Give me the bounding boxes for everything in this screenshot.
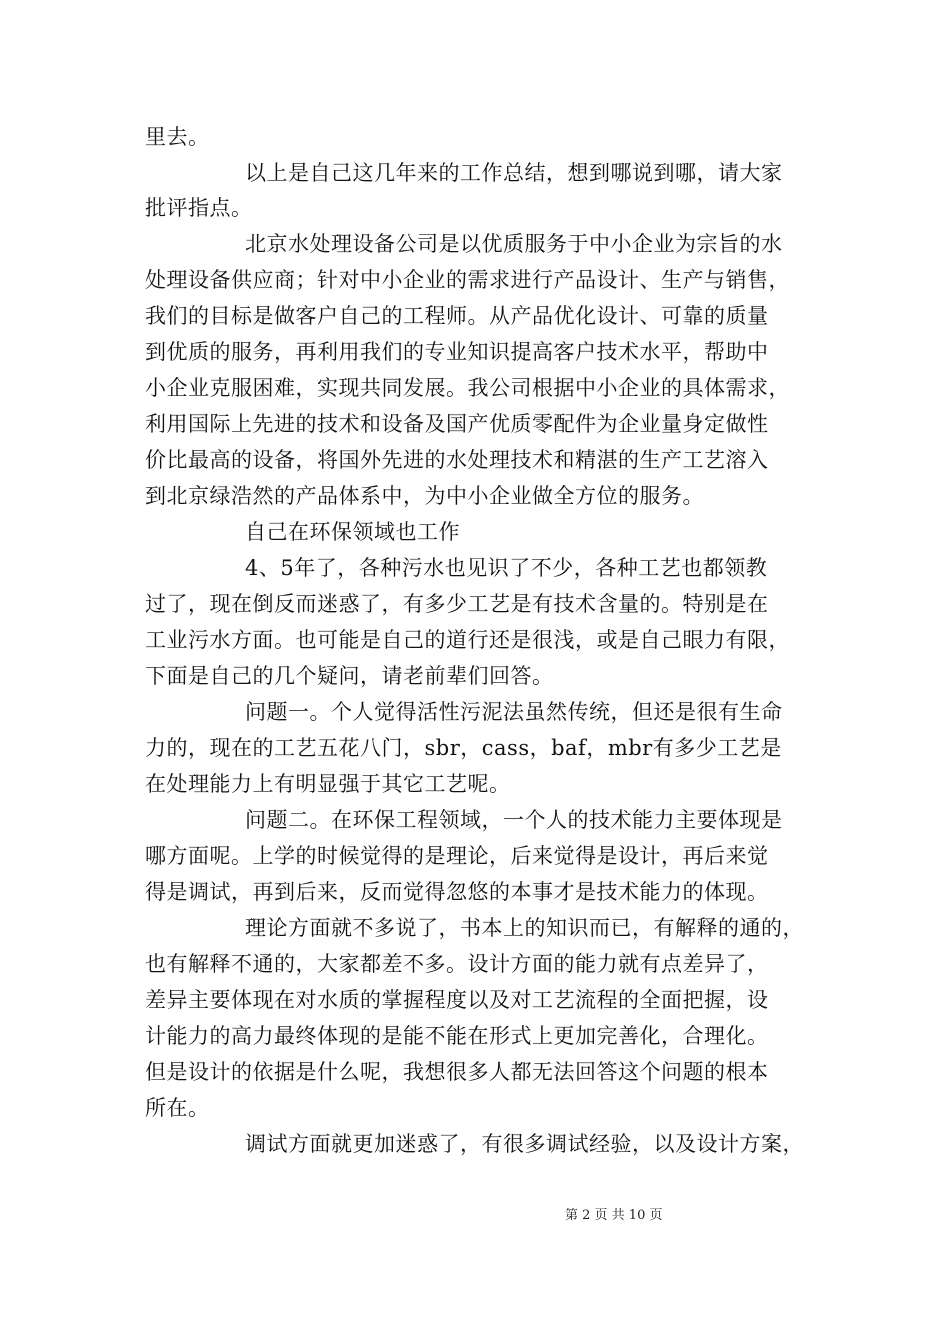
- text-line: 问题二。在环保工程领域，一个人的技术能力主要体现是: [245, 808, 783, 832]
- text-line: 利用国际上先进的技术和设备及国产优质零配件为企业量身定做性: [145, 412, 769, 436]
- text-line: 到优质的服务，再利用我们的专业知识提高客户技术水平，帮助中: [145, 340, 769, 364]
- text-line: 但是设计的依据是什么呢，我想很多人都无法回答这个问题的根本: [145, 1060, 769, 1084]
- text-line: 价比最高的设备，将国外先进的水处理技术和精湛的生产工艺溶入: [145, 448, 769, 472]
- text-line: 问题一。个人觉得活性污泥法虽然传统，但还是很有生命: [245, 700, 783, 724]
- text-line: 调试方面就更加迷惑了，有很多调试经验，以及设计方案，: [245, 1132, 804, 1156]
- text-line: 在处理能力上有明显强于其它工艺呢。: [145, 772, 511, 796]
- text-line: 我们的目标是做客户自己的工程师。从产品优化设计、可靠的质量: [145, 304, 769, 328]
- text-line: 4、5年了，各种污水也见识了不少，各种工艺也都领教: [245, 556, 768, 580]
- text-line: 也有解释不通的，大家都差不多。设计方面的能力就有点差异了，: [145, 952, 769, 976]
- text-line: 工业污水方面。也可能是自己的道行还是很浅，或是自己眼力有限，: [145, 628, 790, 652]
- text-line: 下面是自己的几个疑问，请老前辈们回答。: [145, 664, 554, 688]
- text-line: 以上是自己这几年来的工作总结，想到哪说到哪，请大家: [245, 161, 783, 185]
- page-number-footer: 第 2 页 共 10 页: [565, 1208, 663, 1223]
- text-line: 计能力的高力最终体现的是能不能在形式上更加完善化，合理化。: [145, 1024, 769, 1048]
- text-line: 差异主要体现在对水质的掌握程度以及对工艺流程的全面把握，设: [145, 988, 769, 1012]
- text-line: 里去。: [145, 125, 210, 149]
- text-line: 北京水处理设备公司是以优质服务于中小企业为宗旨的水: [245, 232, 783, 256]
- text-line: 批评指点。: [145, 196, 253, 220]
- text-line: 哪方面呢。上学的时候觉得的是理论，后来觉得是设计，再后来觉: [145, 844, 769, 868]
- text-line: 得是调试，再到后来，反而觉得忽悠的本事才是技术能力的体现。: [145, 880, 769, 904]
- text-line: 到北京绿浩然的产品体系中，为中小企业做全方位的服务。: [145, 484, 704, 508]
- text-line: 处理设备供应商；针对中小企业的需求进行产品设计、生产与销售，: [145, 268, 790, 292]
- text-line: 所在。: [145, 1096, 210, 1120]
- text-line: 理论方面就不多说了，书本上的知识而已，有解释的通的，: [245, 916, 804, 940]
- text-line: 小企业克服困难，实现共同发展。我公司根据中小企业的具体需求，: [145, 376, 790, 400]
- text-line: 力的，现在的工艺五花八门，sbr，cass，baf，mbr有多少工艺是: [145, 736, 782, 760]
- text-line: 过了，现在倒反而迷惑了，有多少工艺是有技术含量的。特别是在: [145, 592, 769, 616]
- text-line: 自己在环保领域也工作: [245, 520, 460, 544]
